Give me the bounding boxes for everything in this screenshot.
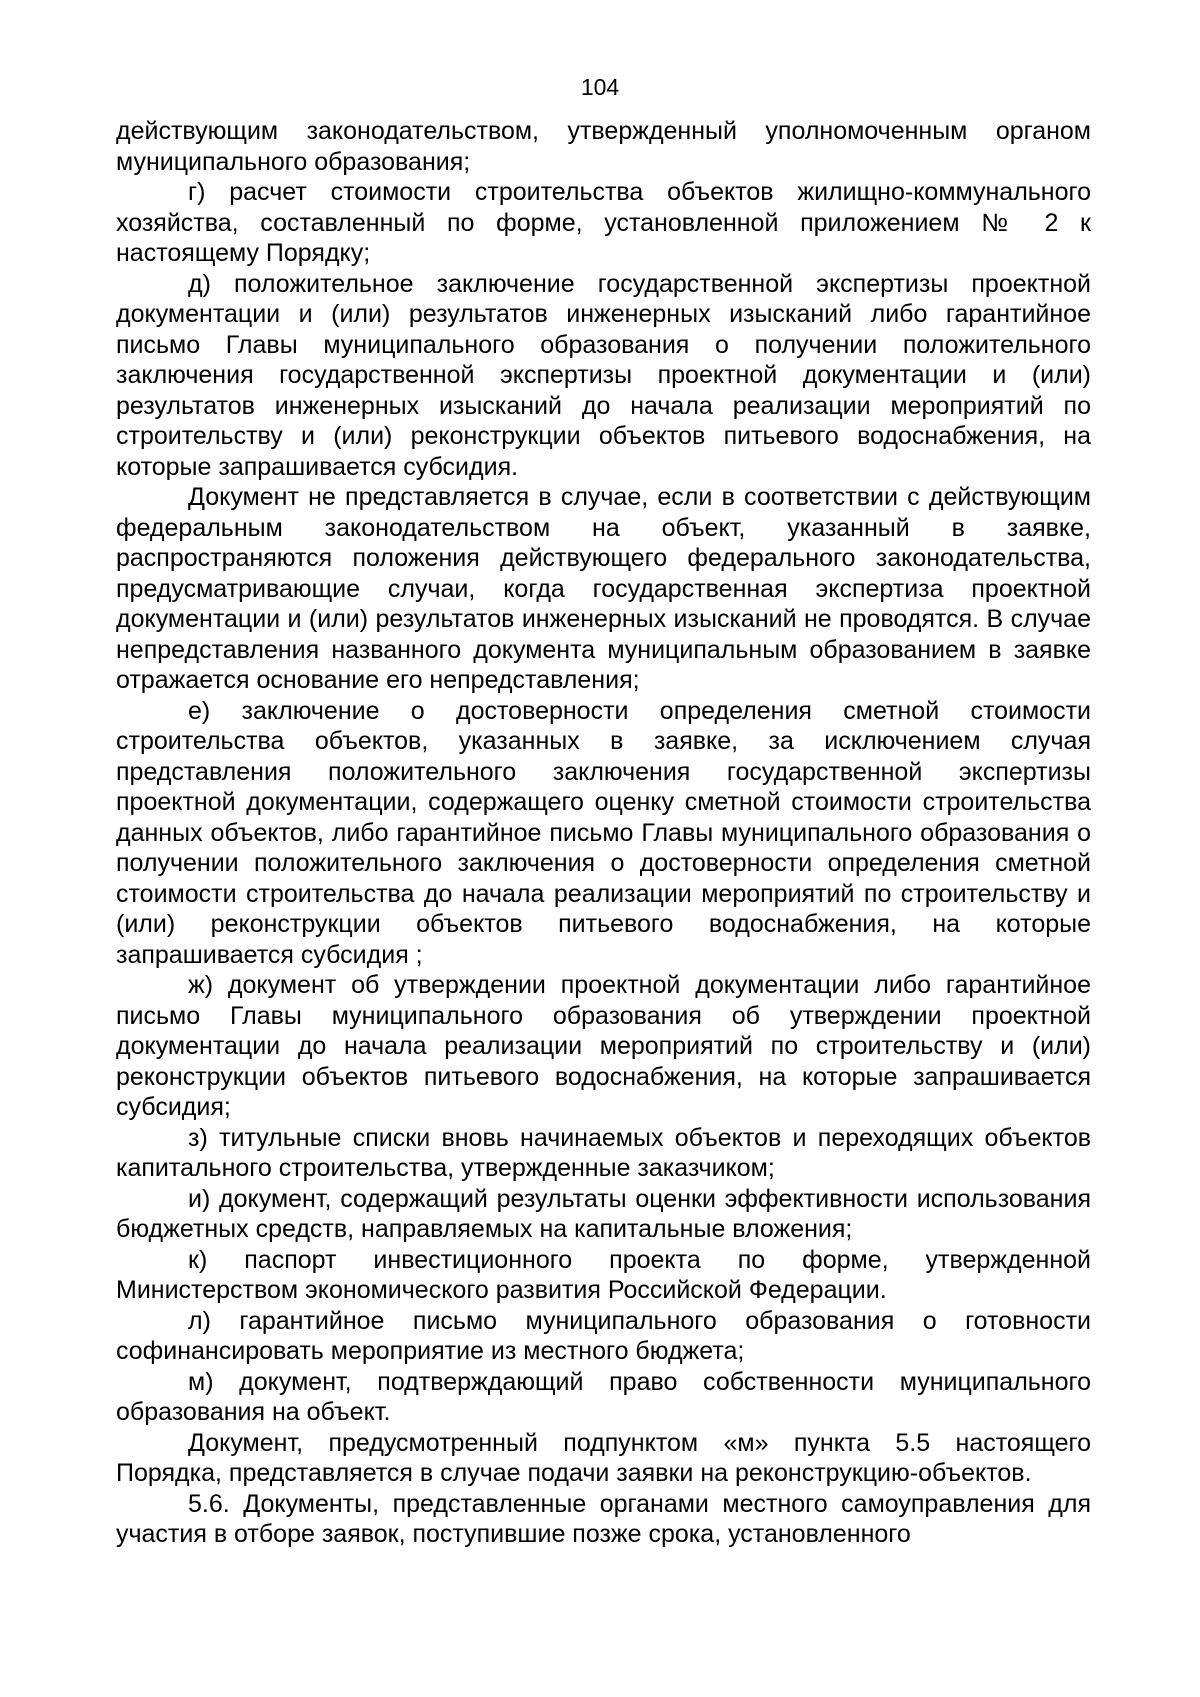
paragraph-item-k: к) паспорт инвестиционного проекта по форме, утвержденной Министерством экономического развития Российской Федерации. <box>116 1245 1091 1304</box>
page-number: 104 <box>580 74 620 100</box>
paragraph-item-z: з) титульные списки вновь начинаемых объектов и переходящих объектов капитального строительства, утвержденные заказчиком; <box>116 1123 1091 1182</box>
document-body <box>116 116 1091 1550</box>
paragraph-document-note: Документ не представляется в случае, если в соответствии с действующим федеральным законодательством на объект, указанный в заявке, распространяются положения действующего федерального законодательства, предусматривающие случаи, когда государственная экспертиза проектной документации и (или) результатов инженерных изысканий не проводятся. В случае непредставления названного документа муниципальным образованием в заявке отражается основание его непредставления; <box>116 483 1091 694</box>
paragraph-item-e: е) заключение о достоверности определения сметной стоимости строительства объектов, указанных в заявке, за исключением случая представления положительного заключения государственной экспертизы проектной документации, содержащего оценку сметной стоимости строительства данных объектов, либо гарантийное письмо Главы муниципального образования о получении положительного заключения о достоверности определения сметной стоимости строительства до начала реализации мероприятий по строительству и (или) реконструкции объектов питьевого водоснабжения, на которые запрашивается субсидия ; <box>116 696 1091 969</box>
paragraph-item-zh: ж) документ об утверждении проектной документации либо гарантийное письмо Главы муниципального образования об утверждении проектной документации до начала реализации мероприятий по строительству и (или) реконструкции объектов питьевого водоснабжения, на которые запрашивается субсидия; <box>116 971 1091 1121</box>
paragraph-item-g: г) расчет стоимости строительства объектов жилищно-коммунального хозяйства, составленный по форме, установленной приложением № 2 к настоящему Порядку; <box>116 178 1091 267</box>
paragraph-item-l: л) гарантийное письмо муниципального образования о готовности софинансировать мероприятие из местного бюджета; <box>116 1306 1091 1365</box>
paragraph-item-m-note: Документ, предусмотренный подпунктом «м» пункта 5.5 настоящего Порядка, представляется в случае подачи заявки на реконструкцию-объектов. <box>116 1428 1091 1487</box>
paragraph-item-m: м) документ, подтверждающий право собственности муниципального образования на объект. <box>116 1367 1091 1426</box>
paragraph-continuation: действующим законодательством, утвержденный уполномоченным органом муниципального образования; <box>116 117 1091 176</box>
paragraph-section-5-6: 5.6. Документы, представленные органами местного самоуправления для участия в отборе заявок, поступившие позже срока, установленного <box>116 1489 1091 1548</box>
paragraph-item-i: и) документ, содержащий результаты оценки эффективности использования бюджетных средств, направляемых на капитальные вложения; <box>116 1184 1091 1243</box>
paragraph-item-d: д) положительное заключение государственной экспертизы проектной документации и (или) результатов инженерных изысканий либо гарантийное письмо Главы муниципального образования о получении положительного заключения государственной экспертизы проектной документации и (или) результатов инженерных изысканий до начала реализации мероприятий по строительству и (или) реконструкции объектов питьевого водоснабжения, на которые запрашивается субсидия. <box>116 269 1091 481</box>
